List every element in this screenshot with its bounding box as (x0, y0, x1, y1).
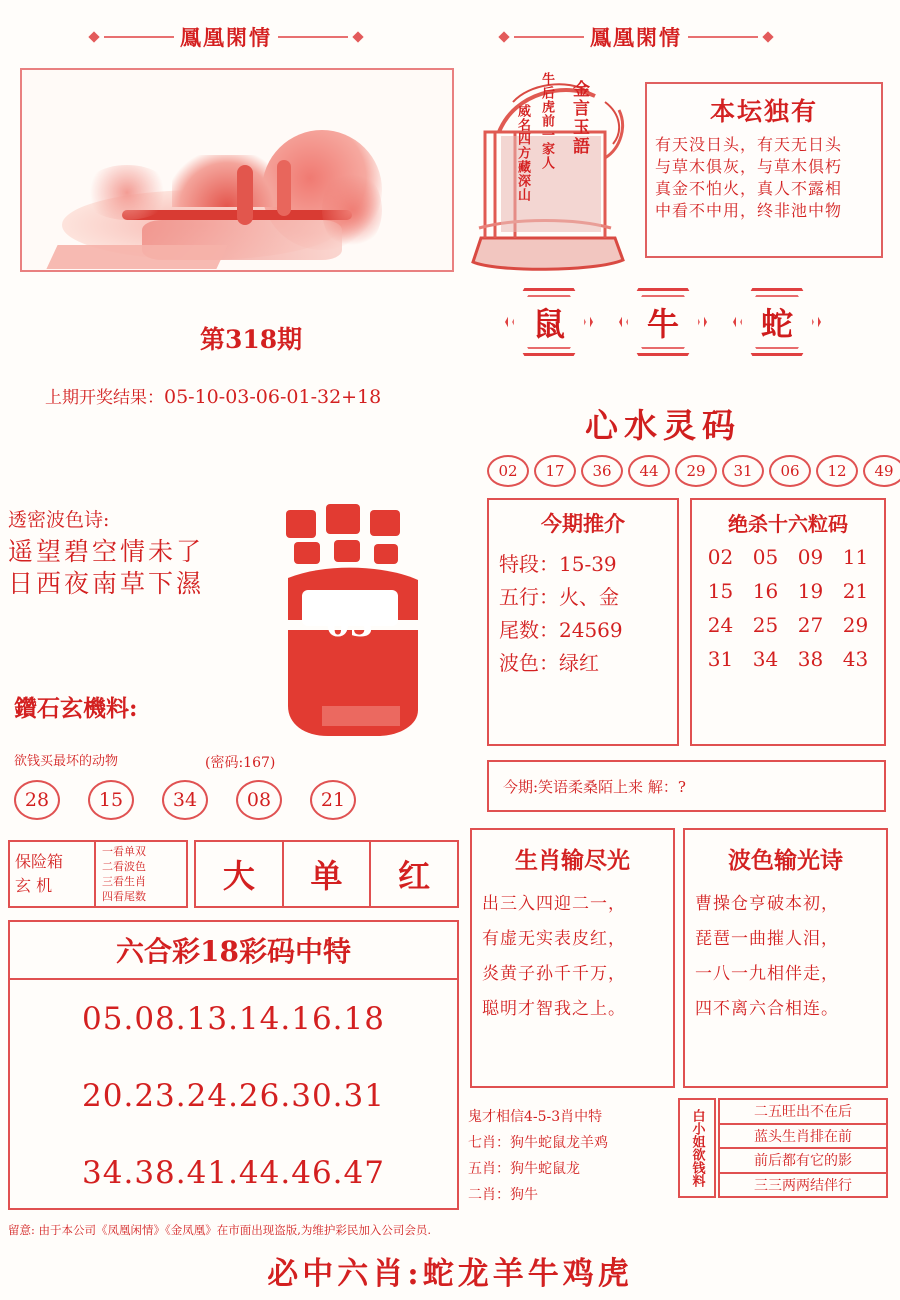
jiesha-number: 19 (797, 579, 824, 603)
shengxiao-line: 出三入四迎二一， (482, 894, 626, 914)
diamond-number: 15 (88, 780, 134, 820)
diamond-number: 34 (162, 780, 208, 820)
xinshui-title: 心水灵码 (585, 406, 741, 445)
red-graphic-art (268, 500, 458, 750)
shengxiao-line: 有虚无实表皮红， (482, 929, 626, 949)
jiesha-number-grid (698, 545, 878, 671)
tuijie-row: 五行：火、金 (499, 585, 619, 609)
diamond-title: 鑽石玄機料: (14, 695, 138, 722)
lady-lines-box (718, 1098, 888, 1198)
rule-divider (278, 36, 348, 38)
lady-line: 蓝头生肖排在前 (720, 1123, 886, 1148)
jiesha-number: 21 (842, 579, 869, 603)
jiesha-number: 09 (797, 545, 824, 569)
jiesha-title: 绝杀十六粒码 (728, 512, 848, 536)
exclusive-poem-box (645, 82, 883, 258)
xinshui-number: 49 (863, 455, 900, 487)
zodiac-char: 鼠 (532, 305, 565, 343)
rule-divider (688, 36, 758, 38)
tuijie-box (487, 498, 679, 746)
diamond-number: 28 (14, 780, 60, 820)
lottery-row: 34.38.41.44.46.47 (82, 1154, 385, 1191)
zodiac-hexagon-row (505, 288, 895, 360)
safe-list-item: 三看生肖 (102, 875, 146, 888)
big-word: 红 (369, 842, 457, 906)
header-left-title: 鳳凰閑情 (180, 25, 272, 50)
xinshui-number: 36 (581, 455, 623, 487)
tuijie-row: 波色：绿红 (499, 651, 599, 675)
xinshui-number: 02 (487, 455, 529, 487)
poem-line: 中看不中用，终非池中物 (655, 201, 843, 220)
boshe-line: 四不离六合相连。 (695, 999, 839, 1019)
tips-list (468, 1104, 673, 1208)
header-left (90, 22, 362, 52)
zodiac-hexagon (505, 288, 593, 356)
boshe-line: 琵琶一曲摧人泪， (695, 929, 839, 949)
lady-line: 二五旺出不在后 (754, 1104, 852, 1121)
tips-line: 二肖：狗牛 (468, 1187, 538, 1203)
footer-notice: 留意: 由于本公司《凤凰闲情》《金凤凰》在市面出现盗版,为维护彩民加入公司会员. (8, 1223, 432, 1237)
diamond-icon (352, 31, 363, 42)
left-poem-line: 日西夜南草下濕 (8, 569, 205, 598)
jiesha-number: 27 (797, 613, 824, 637)
jiesha-number: 24 (707, 613, 734, 637)
jiesha-number: 38 (797, 647, 824, 671)
shengxiao-line: 炎黄子孙千千万， (482, 964, 626, 984)
diamond-icon (498, 31, 509, 42)
safe-list-item: 一看单双 (102, 845, 146, 858)
safe-big-words (194, 840, 459, 908)
boshe-line: 一八一九相伴走， (695, 964, 839, 984)
safe-label-line: 保险箱 (15, 852, 64, 871)
header-right (500, 22, 772, 52)
jiesha-number: 43 (842, 647, 869, 671)
lady-line: 前后都有它的影 (720, 1147, 886, 1172)
ship-col1: 金言玉語 (569, 80, 589, 156)
tuijie-row: 尾数：24569 (499, 618, 623, 642)
tuijie-title: 今期推介 (541, 511, 625, 536)
zodiac-hexagon (733, 288, 821, 356)
diamond-code: (密码:167) (205, 755, 276, 771)
left-poem-title: 透密波色诗: (8, 509, 110, 531)
xinshui-number: 31 (722, 455, 764, 487)
xinshui-number: 17 (534, 455, 576, 487)
issue-label: 第318期 (200, 325, 303, 354)
jiesha-number: 34 (752, 647, 779, 671)
poem-line: 真金不怕火，真人不露相 (655, 179, 843, 198)
diamond-number: 08 (236, 780, 282, 820)
last-result (45, 383, 381, 408)
boshe-line: 曹操仓亨破本初， (695, 894, 839, 914)
tips-line: 五肖：狗牛蛇鼠龙 (468, 1161, 580, 1177)
riddle-box: 今期:笑语柔桑陌上来 解：? (487, 760, 886, 812)
diamond-subtitle: 欲钱买最坏的动物 (14, 754, 119, 769)
rule-divider (514, 36, 584, 38)
lottery-box (8, 920, 459, 1210)
rule-divider (104, 36, 174, 38)
tuijie-row: 特段：15-39 (499, 552, 617, 576)
footer-slogan: 必中六肖:蛇龙羊牛鸡虎 (267, 1256, 633, 1292)
graphic-number: 03 (326, 605, 374, 645)
left-poem-line: 遥望碧空情未了 (8, 537, 205, 566)
shengxiao-box (470, 828, 675, 1088)
shengxiao-line: 聪明才智我之上。 (482, 999, 626, 1019)
diamond-number: 21 (310, 780, 356, 820)
big-word: 大 (222, 857, 255, 895)
poem-box-title: 本坛独有 (709, 97, 818, 126)
xinshui-number: 12 (816, 455, 858, 487)
jiesha-number: 02 (707, 545, 734, 569)
poem-line: 与草木俱灰，与草木俱朽 (655, 157, 843, 176)
ship-seal-art (455, 62, 635, 277)
jiesha-number: 31 (707, 647, 734, 671)
jiesha-number: 11 (842, 545, 869, 569)
lady-line: 三三两两结伴行 (720, 1172, 886, 1197)
lottery-title: 六合彩18彩码中特 (10, 922, 457, 980)
boshe-title: 波色输光诗 (728, 847, 843, 874)
lottery-row: 05.08.13.14.16.18 (82, 1000, 385, 1037)
jiesha-number: 16 (752, 579, 779, 603)
xinshui-number: 44 (628, 455, 670, 487)
ship-col2: 牛后虎前一家人 (539, 72, 554, 170)
lady-vertical-text: 白小姐欲钱料 (689, 1109, 705, 1187)
diamond-icon (88, 31, 99, 42)
xinshui-number-row (487, 455, 900, 487)
safe-label-line: 玄 机 (15, 876, 53, 895)
zodiac-hexagon (619, 288, 707, 356)
jiesha-number: 15 (707, 579, 734, 603)
jiesha-number: 29 (842, 613, 869, 637)
poem-line: 有天没日头，有天无日头 (655, 135, 843, 154)
shengxiao-title: 生肖输尽光 (515, 847, 630, 874)
safe-box-label (8, 840, 96, 908)
zodiac-char: 蛇 (760, 305, 793, 343)
safe-list-item: 四看尾数 (102, 890, 146, 903)
header-right-title: 鳳凰閑情 (590, 25, 682, 50)
safe-box-list (96, 840, 188, 908)
lottery-row: 20.23.24.26.30.31 (82, 1077, 385, 1114)
last-result-label: 上期开奖结果： (45, 388, 164, 408)
ship-col3: 威名四方藏深山 (515, 104, 530, 202)
jiesha-number: 05 (752, 545, 779, 569)
diamond-icon (762, 31, 773, 42)
decorative-landscape-image (20, 68, 454, 272)
zodiac-char: 牛 (646, 305, 679, 343)
jiesha-number: 25 (752, 613, 779, 637)
xinshui-number: 06 (769, 455, 811, 487)
last-result-numbers: 05-10-03-06-01-32+18 (164, 386, 382, 408)
lady-vertical-label (678, 1098, 716, 1198)
diamond-number-row (14, 780, 356, 820)
left-poem (8, 505, 273, 600)
safe-list-item: 二看波色 (102, 860, 146, 873)
boshe-box (683, 828, 888, 1088)
tips-line: 七肖：狗牛蛇鼠龙羊鸡 (468, 1135, 608, 1151)
tips-line: 鬼才相信4-5-3肖中特 (468, 1109, 603, 1125)
jiesha-box (690, 498, 886, 746)
big-word: 单 (282, 842, 370, 906)
xinshui-number: 29 (675, 455, 717, 487)
